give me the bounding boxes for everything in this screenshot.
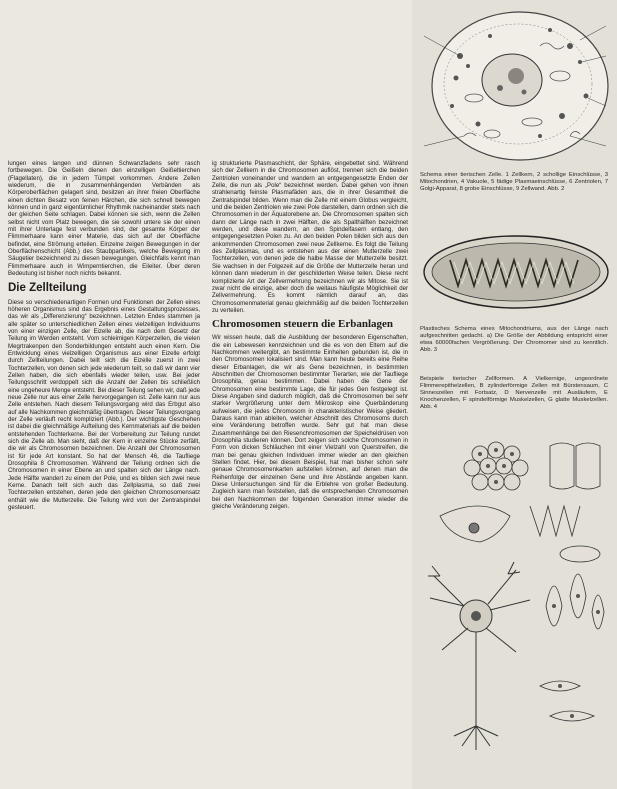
cell-diagram-illustration (420, 6, 612, 166)
caption-cell-types: Beispiele tierischer Zellformen. A Vielkernige, ungeordnete Flimmerepithelzellen, B zylinderförmige Zellen mit Bürstensaum, C Sinneszellen mit Fortsatz, D Nervenzelle mit Ausläufern, E Knochenzellen, F spindelförmige Muskelzellen, G glatte Muskelzellen. Abb. 4 (420, 376, 608, 411)
heading-chromosomes: Chromosomen steuern die Erbanlagen (212, 318, 393, 331)
heading-cell-division: Die Zellteilung (8, 281, 87, 294)
genes-paragraph: Wir wissen heute, daß die Ausbildung der besonderen Eigenschaften, die ein Lebewesen kennzeichnen und die es von den Eltern auf die Nachkommen weitergibt, an bestimmte Einheiten gebunden ist, die in den Chromosomen lokalisiert sind. Man kann heute bereits eine Reihe dieser Erbanlagen, die wir als Gene bezeichnen, in bestimmten Abschnitten der Chromosomen bestimmter Tierarten, wie der Taufliege Drosophila, genau bestimmen. Dabei haben die Gene der Chromosomen eine bestimmte Lage, die für jedes Gen festgelegt ist. Diese Angaben sind dadurch möglich, daß die Chromosomen bei sehr starker Vergrößerung unter dem Mikroskop eine Querbänderung aufweisen, die jedes Chromosom in charakteristischer Weise gliedert. Daraus kann man ableiten, welcher Abschnitt des Chromosoms durch eine Veränderung betroffen wurde. Sehr gut hat man diese Zusammenhänge bei den Riesenchromosomen der Speicheldrüsen von Drosophila studieren können. Dort zeigen sich solche Chromosomen in Form von dicken Schläuchen mit einer Vielzahl von Querstreifen, die man bei genau gleichen Individuen immer wieder an den gleichen Stellen findet. Hier, bei diesem Beispiel, hat man bisher schon sehr genaue Chromosomenkarten aufstellen können, auf denen man die Reihenfolge der einzelnen Gene und ihre Abstände angeben kann. Diese Untersuchungen sind für die Erblehre von großer Bedeutung. Zugleich kann man feststellen, daß die entsprechenden Chromosomen bei den Nachkommen der folgenden Generation immer wieder die gleiche Veränderung zeigen. (212, 334, 408, 511)
cell-division-paragraph: Diese so verschiedenartigen Formen und Funktionen der Zellen eines höheren Organismus sind das Ergebnis eines Gestaltungsprozesses, das wir als „Differenzierung“ bezeichnen. Letzten Endes stammen ja alle später so unterschiedlichen Zellen eines vielzelligen Individuums von einer einzigen Zelle, der Eizelle ab, die nach dem Gesetz der Teilung im Werden entsteht. Vom schleimigen Körperzellen, die vielen Megrtrakenpen den Sonderbildungen entsteht auch einen Kern. Die Entwicklung eines vielzelligen Organismus aus einer Eizelle erfolgt durch Zellteilungen. Dabei teilt sich die Eizelle zuerst in zwei Tochterzellen, von denen sich jede wiederum teilt, so daß wir dann vier Zellen haben, die sich ebenfalls wieder teilen, usw. Bei jeder Teilungsschritt verdoppelt sich die Anzahl der Zellen bis schließlich eine ungeheure Menge entsteht. Bei dieser Teilung sehen wir, daß jede neue Zelle nur aus einer Zelle hervorgegangen ist. Zelle kann nur aus Zelle entstehen. Nach diesem Teilungsvorgang wird das Erbgut also auf alle Nachkommen gleichmäßig übertragen. Dieser Teilungsvorgang der Zelle verläuft recht kompliziert (Abb.). Der wichtigste Geschehen ist dabei die gleichmäßige Aufteilung des Kernmaterials auf die beiden entstehenden Tochterkerne. Bei der Vorbereitung zur Teilung rundet sich die Zelle ab. Man sieht, daß der Kern in einzelne Stücke zerfällt, die wir als Chromosomen bezeichnen. Die Anzahl der Chromosomen ist für jede Art konstant. So hat der Mensch 46, die Taufliege Drosophila 8 Chromosomen. Während der Teilung ordnen sich die Chromosomen in einer Ebene an und spalten sich der Länge nach. Jede Hälfte wandert zu einem der Pole, und es bilden sich zwei neue Kerne. Danach teilt sich auch das Zellplasma, so daß zwei Tochterzellen entstehen, deren jede den gleichen Chromosomensatz enthält wie die Mutterzelle. Die Teilung wird von der Zentralspindel gesteuert. (8, 298, 200, 512)
caption-cell-diagram: Schema einer tierischen Zelle. 1 Zellkern, 2 schollige Einschlüsse, 3 Mitochondrien, 4 Vakuole, 5 fädige Plasmaeinschlüsse, 6 Zentriolen, 7 Golgi-Apparat, 8 grobe Einschlüsse, 9 Zellwand. Abb. 2 (420, 172, 608, 193)
mitochondrion-illustration (420, 222, 612, 322)
illustration-sidebar (412, 0, 617, 789)
cell-types-illustration (420, 436, 612, 781)
middle-text-column (212, 160, 408, 510)
left-text-column (8, 160, 200, 511)
intro-paragraph: lungen eines langen und dünnen Schwanzfadens sehr rasch fortbewegen. Die Geißeln dienen den einzelligen Geißeltierchen (Flagellaten), die in jedem Tümpel vorkommen. Andere Zellen wiederum, die in zusammenhängenden Verbänden als Körperoberflächen gelagert sind, besitzen an ihrer freien Oberfläche einen dichten Besatz von feinen Härchen, die sich schnell bewegen können und in ganz eigentümlicher Rhythmik nacheinander stets nach der gleichen Seite schlagen. Dabei können sie sich, wenn die Zellen selbst nicht vom Platz bewegen, die sie sowohl untere sie der einen mit ihrer Unterlage fest verbunden sind, der gesamte Körper der Flimmerhaare kann einer Materie, das sich auf der Oberfläche befindet, eine Strömung erteilen. Einzelne zeigen Bewegungen in der Oberflächenschicht (Abb.) des Staubpartikels, welche Bewegung im Säugetier bezeichnend zu diesen bewegungen. Gleichfalls kennt man Flimmerhaare auch in Wimperntierchen, die Eileiter. Über deren Bedeutung ist bisher noch nichts bekannt. (8, 160, 200, 278)
mitosis-paragraph: ig strukturierte Plasmaschicht, der Sphäre, eingebettet sind. Während sich der Zellkern in die Chromosomen auflöst, trennen sich die beiden Zentriolen voneinander und wandern an entgegengesetzte Enden der Zelle, die nun als „Pole“ bezeichnet werden. Dabei gehen von ihnen strahlenartig feinste Plasmafäden aus, die in ihrer Gesamtheit die Zentralspindel bilden. Wenn man die Zelle mit einem Globus vergleicht, und die beiden Zentriolen wie zwei Pole darstellen, dann ordnen sich die Chromosomen in der Äquatorebene an. Die Chromosomen spalten sich dann der Länge nach in zwei Hälften, die als Spalthälften bezeichnet werden, und diese wandern, an den Spindelfasern entlang, den entgegengesetzten Polen zu. An den beiden Polen bilden sich aus den ankommenden Chromosomen zwei neue Zellkerne. Es folgt die Teilung des Zellplasmas, und es entstehen aus der einen Mutterzelle zwei Tochterzellen, von denen jede die halbe Masse der Mutterzelle besitzt. Sie wachsen in der Folgezeit auf die Größe der Mutterzelle heran und können dann wiederum in der geschilderten Weise teilen. Diese recht komplizierte Art der Zellvermehrung bezeichnen wir als Mitose. Sie ist zwar nicht die einzige, aber doch die weitaus häufigste Möglichkeit der Zellvermehrung. Es kommt nämlich darauf an, das Chromosomenmaterial genau gleichmäßig auf die beiden Tochterzellen zu verteilen. (212, 160, 408, 314)
caption-mitochondrion: Plastisches Schema eines Mitochondriums, aus der Länge nach aufgeschnitten gedacht. a) Die Größe der Abbildung entspricht einer etwa 60000fachen Vergrößerung. Der Chromomer sind zu kenntlich. Abb. 3 (420, 326, 608, 354)
